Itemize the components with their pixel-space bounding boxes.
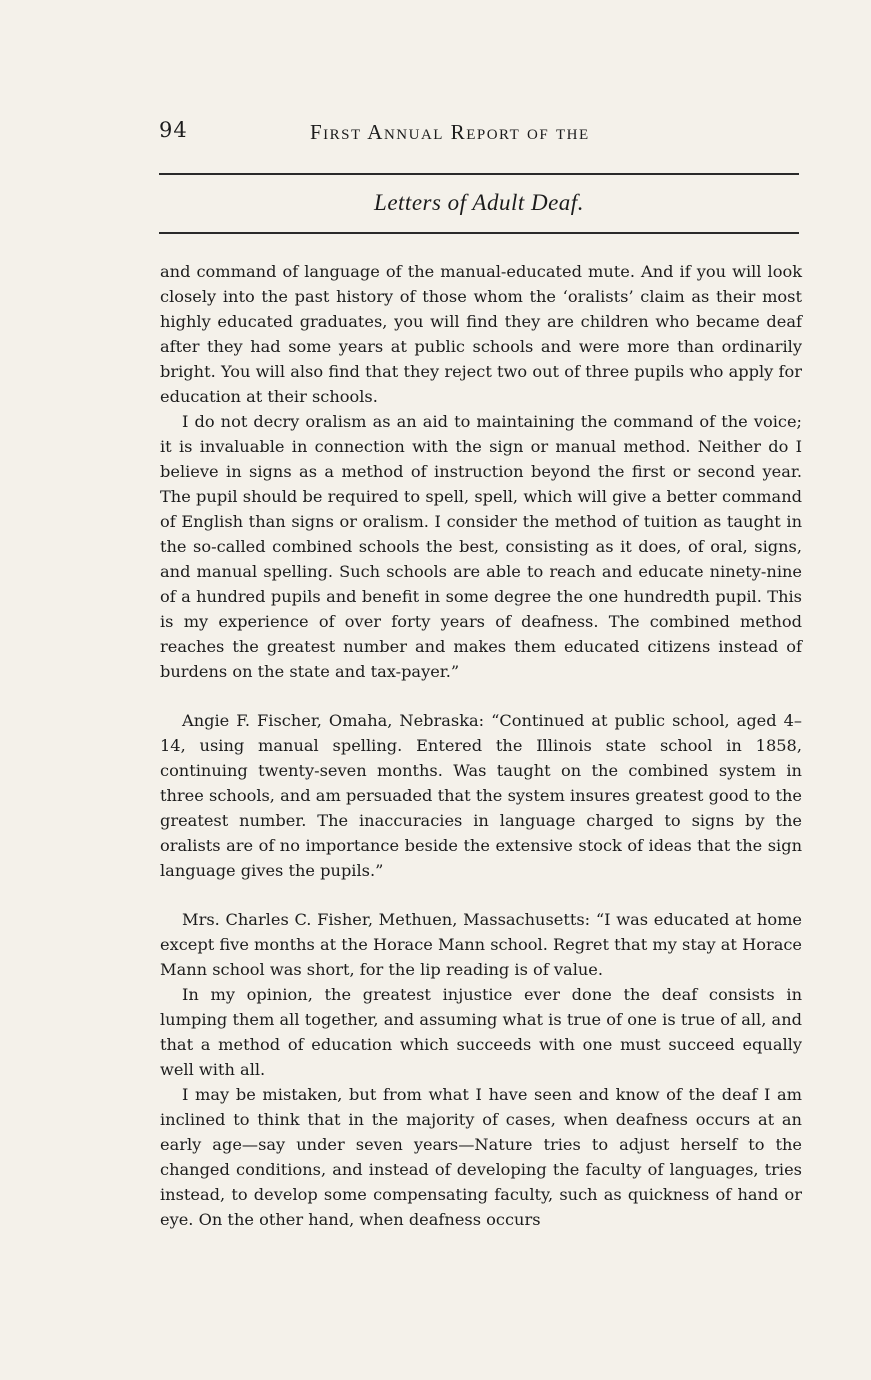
paragraph-2: I do not decry oralism as an aid to maintaining the command of the voice; it is invaluable in connection with the sign or manual method. Neither do I believe in signs as a method of instruction beyond the first or second year. The pupil should be required to spell, spell, which will give a better command of English than signs or oralism. I consider the method of tuition as taught in the so-called combined schools the best, consisting as it does, of oral, signs, and manual spelling. Such schools are able to reach and educate ninety-nine of a hundred pupils and benefit in some degree the one hundredth pupil. This is my experience of over forty years of deafness. The combined method reaches the greatest number and makes them educated citizens instead of burdens on the state and tax-payer.”	[160, 412, 802, 681]
running-head: First Annual Report of the	[310, 120, 590, 144]
body-text	[160, 259, 802, 1232]
header-rule-bottom	[159, 232, 799, 234]
section-title: Letters of Adult Deaf.	[374, 190, 584, 215]
paragraph-6: I may be mistaken, but from what I have seen and know of the deaf I am inclined to think that in the majority of cases, when deafness occurs at an early age—say under seven years—Nature tries to adjust herself to the changed conditions, and instead of developing the faculty of languages, tries instead, to develop some compensating faculty, such as quickness of hand or eye. On the other hand, when deafness occurs	[160, 1085, 802, 1229]
paragraph-4: Mrs. Charles C. Fisher, Methuen, Massachusetts: “I was educated at home except five months at the Horace Mann school. Regret that my stay at Horace Mann school was short, for the lip reading is of value.	[160, 910, 802, 979]
paragraph-5: In my opinion, the greatest injustice ever done the deaf consists in lumping them all together, and assuming what is true of one is true of all, and that a method of education which succeeds with one must succeed equally well with all.	[160, 985, 802, 1079]
header-rule-top	[159, 173, 799, 175]
paragraph-1: and command of language of the manual-educated mute. And if you will look closely into the past history of those whom the ‘oralists’ claim as their most highly educated graduates, you will find they are children who became deaf after they had some years at public schools and were more than ordinarily bright. You will also find that they reject two out of three pupils who apply for education at their schools.	[160, 262, 802, 406]
paragraph-3: Angie F. Fischer, Omaha, Nebraska: “Continued at public school, aged 4–14, using manual spelling. Entered the Illinois state school in 1858, continuing twenty-seven months. Was taught on the combined system in three schools, and am persuaded that the system insures greatest good to the greatest number. The inaccuracies in language charged to signs by the oralists are of no importance beside the extensive stock of ideas that the sign language gives the pupils.”	[160, 711, 802, 880]
page-number: 94	[159, 118, 188, 142]
